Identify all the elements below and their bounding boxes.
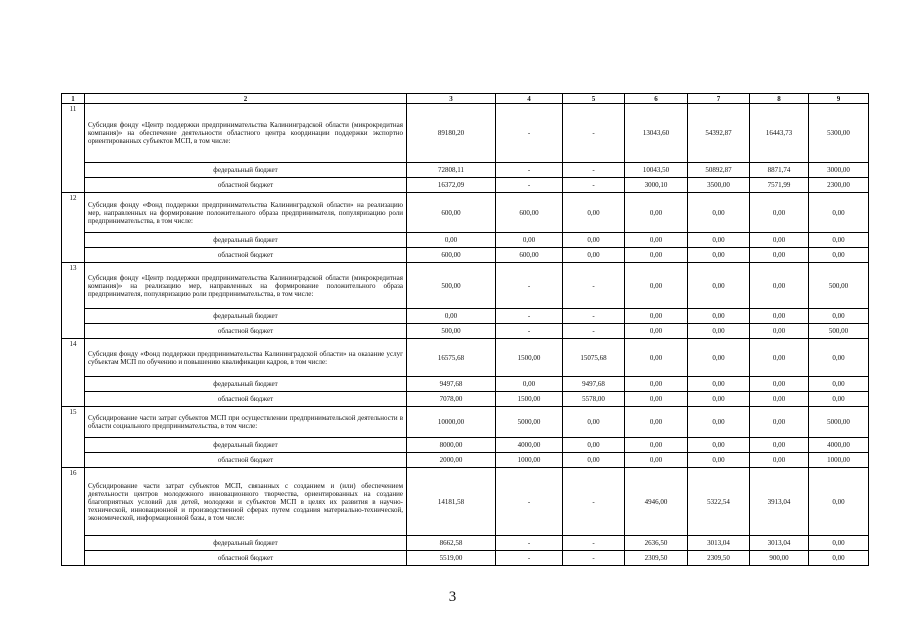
page-number: 3 xyxy=(448,589,457,605)
value-cell: 0,00 xyxy=(625,438,688,453)
value-cell: - xyxy=(496,468,563,536)
value-cell: 3013,04 xyxy=(750,536,809,551)
budget-subrow xyxy=(62,551,869,566)
row-number: 16 xyxy=(62,468,85,566)
value-cell: 1500,00 xyxy=(496,339,563,377)
budget-subrow xyxy=(62,392,869,407)
value-cell: - xyxy=(496,324,563,339)
value-cell: 0,00 xyxy=(563,248,625,263)
value-cell: 0,00 xyxy=(750,324,809,339)
value-cell: 10043,50 xyxy=(625,163,688,178)
budget-source-label: областной бюджет xyxy=(85,248,407,263)
budget-subrow xyxy=(62,163,869,178)
value-cell: 0,00 xyxy=(750,377,809,392)
budget-source-label: областной бюджет xyxy=(85,551,407,566)
value-cell: 0,00 xyxy=(688,453,750,468)
value-cell: - xyxy=(496,551,563,566)
row-number: 11 xyxy=(62,104,85,193)
value-cell: 0,00 xyxy=(750,392,809,407)
section-row xyxy=(62,407,869,438)
value-cell: - xyxy=(496,178,563,193)
budget-subrow xyxy=(62,233,869,248)
value-cell: 89180,20 xyxy=(407,104,496,163)
budget-source-label: областной бюджет xyxy=(85,178,407,193)
budget-source-label: областной бюджет xyxy=(85,324,407,339)
value-cell: 0,00 xyxy=(809,339,869,377)
budget-subrow xyxy=(62,309,869,324)
value-cell: 0,00 xyxy=(750,248,809,263)
value-cell: 3000,00 xyxy=(809,163,869,178)
value-cell: 0,00 xyxy=(625,248,688,263)
value-cell: 1000,00 xyxy=(496,453,563,468)
budget-source-label: федеральный бюджет xyxy=(85,438,407,453)
value-cell: 8662,58 xyxy=(407,536,496,551)
value-cell: 600,00 xyxy=(407,248,496,263)
value-cell: 10000,00 xyxy=(407,407,496,438)
value-cell: - xyxy=(496,263,563,309)
value-cell: 16575,68 xyxy=(407,339,496,377)
value-cell: 3000,10 xyxy=(625,178,688,193)
value-cell: - xyxy=(563,309,625,324)
budget-source-label: областной бюджет xyxy=(85,392,407,407)
value-cell: 500,00 xyxy=(407,324,496,339)
value-cell: 0,00 xyxy=(625,309,688,324)
value-cell: 8000,00 xyxy=(407,438,496,453)
value-cell: 2309,50 xyxy=(625,551,688,566)
header-cell: 5 xyxy=(563,94,625,104)
value-cell: 4000,00 xyxy=(809,438,869,453)
value-cell: 0,00 xyxy=(688,407,750,438)
value-cell: - xyxy=(563,163,625,178)
value-cell: - xyxy=(563,536,625,551)
section-row xyxy=(62,263,869,309)
value-cell: 2000,00 xyxy=(407,453,496,468)
budget-subrow xyxy=(62,536,869,551)
value-cell: 0,00 xyxy=(809,248,869,263)
value-cell: 0,00 xyxy=(407,233,496,248)
value-cell: 1500,00 xyxy=(496,392,563,407)
value-cell: 0,00 xyxy=(625,407,688,438)
section-row xyxy=(62,339,869,377)
header-cell: 8 xyxy=(750,94,809,104)
value-cell: 8871,74 xyxy=(750,163,809,178)
value-cell: 0,00 xyxy=(625,193,688,233)
value-cell: 16443,73 xyxy=(750,104,809,163)
budget-source-label: федеральный бюджет xyxy=(85,377,407,392)
value-cell: 9497,68 xyxy=(563,377,625,392)
value-cell: 0,00 xyxy=(809,377,869,392)
value-cell: 2300,00 xyxy=(809,178,869,193)
value-cell: - xyxy=(563,324,625,339)
value-cell: 4000,00 xyxy=(496,438,563,453)
value-cell: 0,00 xyxy=(563,193,625,233)
header-cell: 9 xyxy=(809,94,869,104)
budget-subrow xyxy=(62,438,869,453)
row-number: 13 xyxy=(62,263,85,339)
value-cell: 5519,00 xyxy=(407,551,496,566)
value-cell: 600,00 xyxy=(407,193,496,233)
value-cell: - xyxy=(496,536,563,551)
value-cell: 0,00 xyxy=(496,233,563,248)
value-cell: 0,00 xyxy=(625,392,688,407)
budget-subrow xyxy=(62,178,869,193)
value-cell: 0,00 xyxy=(750,233,809,248)
budget-source-label: областной бюджет xyxy=(85,453,407,468)
value-cell: 5300,00 xyxy=(809,104,869,163)
value-cell: 0,00 xyxy=(688,309,750,324)
value-cell: 0,00 xyxy=(496,377,563,392)
value-cell: 9497,68 xyxy=(407,377,496,392)
budget-subrow xyxy=(62,248,869,263)
value-cell: 900,00 xyxy=(750,551,809,566)
value-cell: 0,00 xyxy=(809,309,869,324)
value-cell: 7571,99 xyxy=(750,178,809,193)
value-cell: 16372,09 xyxy=(407,178,496,193)
value-cell: - xyxy=(496,104,563,163)
item-description: Субсидирование части затрат субъектов МСП при осуществлении предпринимательской деятельности в области социального предпринимательства, в том числе: xyxy=(85,407,407,438)
value-cell: 54392,87 xyxy=(688,104,750,163)
value-cell: - xyxy=(496,309,563,324)
value-cell: 5578,00 xyxy=(563,392,625,407)
value-cell: 4946,00 xyxy=(625,468,688,536)
value-cell: 0,00 xyxy=(809,468,869,536)
value-cell: 0,00 xyxy=(750,193,809,233)
value-cell: 0,00 xyxy=(625,377,688,392)
row-number: 12 xyxy=(62,193,85,263)
value-cell: 13043,60 xyxy=(625,104,688,163)
value-cell: - xyxy=(563,263,625,309)
value-cell: 0,00 xyxy=(688,339,750,377)
value-cell: 50892,87 xyxy=(688,163,750,178)
value-cell: 5000,00 xyxy=(809,407,869,438)
budget-subrow xyxy=(62,324,869,339)
value-cell: - xyxy=(563,468,625,536)
section-row xyxy=(62,193,869,233)
value-cell: 72808,11 xyxy=(407,163,496,178)
value-cell: 3913,04 xyxy=(750,468,809,536)
value-cell: 0,00 xyxy=(688,324,750,339)
value-cell: 0,00 xyxy=(688,248,750,263)
value-cell: 0,00 xyxy=(750,263,809,309)
item-description: Субсидия фонду «Центр поддержки предпринимательства Калининградской области (микрокредитная компания)» на обеспечение деятельности областного центра координации поддержки экспортно ориентированных субъектов МСП, в том числе: xyxy=(85,104,407,163)
value-cell: 0,00 xyxy=(750,407,809,438)
value-cell: 5322,54 xyxy=(688,468,750,536)
table-body xyxy=(62,104,869,566)
value-cell: 0,00 xyxy=(688,233,750,248)
value-cell: - xyxy=(563,104,625,163)
value-cell: 500,00 xyxy=(809,263,869,309)
budget-source-label: федеральный бюджет xyxy=(85,233,407,248)
header-row xyxy=(62,94,869,104)
value-cell: 7078,00 xyxy=(407,392,496,407)
value-cell: 0,00 xyxy=(750,438,809,453)
value-cell: 2636,50 xyxy=(625,536,688,551)
value-cell: 0,00 xyxy=(809,392,869,407)
budget-source-label: федеральный бюджет xyxy=(85,536,407,551)
value-cell: 15075,68 xyxy=(563,339,625,377)
value-cell: 0,00 xyxy=(563,453,625,468)
header-cell: 1 xyxy=(62,94,85,104)
value-cell: 0,00 xyxy=(750,339,809,377)
value-cell: - xyxy=(563,178,625,193)
budget-table xyxy=(61,93,869,566)
value-cell: 500,00 xyxy=(809,324,869,339)
value-cell: 0,00 xyxy=(809,233,869,248)
row-number: 15 xyxy=(62,407,85,468)
value-cell: 0,00 xyxy=(688,193,750,233)
budget-subrow xyxy=(62,377,869,392)
value-cell: 0,00 xyxy=(688,377,750,392)
header-cell: 3 xyxy=(407,94,496,104)
value-cell: 0,00 xyxy=(625,324,688,339)
item-description: Субсидия фонду «Фонд поддержки предпринимательства Калининградской области» на оказание услуг субъектам МСП по обучению и повышению квалификации кадров, в том числе: xyxy=(85,339,407,377)
value-cell: 1000,00 xyxy=(809,453,869,468)
value-cell: - xyxy=(496,163,563,178)
value-cell: 0,00 xyxy=(407,309,496,324)
value-cell: 0,00 xyxy=(809,551,869,566)
value-cell: 600,00 xyxy=(496,193,563,233)
section-row xyxy=(62,104,869,163)
item-description: Субсидия фонду «Фонд поддержки предпринимательства Калининградской области» на реализацию мер, направленных на формирование положительного образа предпринимателя, популяризацию роли предпринимательства, в том числе: xyxy=(85,193,407,233)
value-cell: 600,00 xyxy=(496,248,563,263)
header-cell: 7 xyxy=(688,94,750,104)
value-cell: 0,00 xyxy=(688,263,750,309)
budget-source-label: федеральный бюджет xyxy=(85,309,407,324)
header-cell: 2 xyxy=(85,94,407,104)
header-cell: 4 xyxy=(496,94,563,104)
value-cell: 5000,00 xyxy=(496,407,563,438)
budget-source-label: федеральный бюджет xyxy=(85,163,407,178)
value-cell: 0,00 xyxy=(750,453,809,468)
value-cell: 2309,50 xyxy=(688,551,750,566)
value-cell: 0,00 xyxy=(625,263,688,309)
section-row xyxy=(62,468,869,536)
value-cell: 0,00 xyxy=(625,453,688,468)
value-cell: 0,00 xyxy=(625,233,688,248)
item-description: Субсидия фонду «Центр поддержки предпринимательства Калининградской области (микрокредитная компания)» на реализацию мер, направленных на формирование положительного образа предпринимателя, популяризацию роли предпринимательства, в том числе: xyxy=(85,263,407,309)
value-cell: 0,00 xyxy=(809,193,869,233)
value-cell: 0,00 xyxy=(625,339,688,377)
value-cell: 0,00 xyxy=(688,438,750,453)
value-cell: 0,00 xyxy=(750,309,809,324)
value-cell: 3013,04 xyxy=(688,536,750,551)
value-cell: 0,00 xyxy=(563,438,625,453)
budget-subrow xyxy=(62,453,869,468)
value-cell: 3500,00 xyxy=(688,178,750,193)
header-cell: 6 xyxy=(625,94,688,104)
value-cell: 0,00 xyxy=(809,536,869,551)
item-description: Субсидирование части затрат субъектов МСП, связанных с созданием и (или) обеспечением деятельности центров молодежного инновационного творчества, ориентированных на создание благоприятных условий для детей, молодежи и субъектов МСП в целях их развития в научно-технической, инновационной и производственной сферах путем создания материально-технической, экономической, информационной базы, в том числе: xyxy=(85,468,407,536)
value-cell: 500,00 xyxy=(407,263,496,309)
row-number: 14 xyxy=(62,339,85,407)
value-cell: 0,00 xyxy=(563,407,625,438)
value-cell: - xyxy=(563,551,625,566)
value-cell: 0,00 xyxy=(688,392,750,407)
value-cell: 0,00 xyxy=(563,233,625,248)
value-cell: 14181,58 xyxy=(407,468,496,536)
